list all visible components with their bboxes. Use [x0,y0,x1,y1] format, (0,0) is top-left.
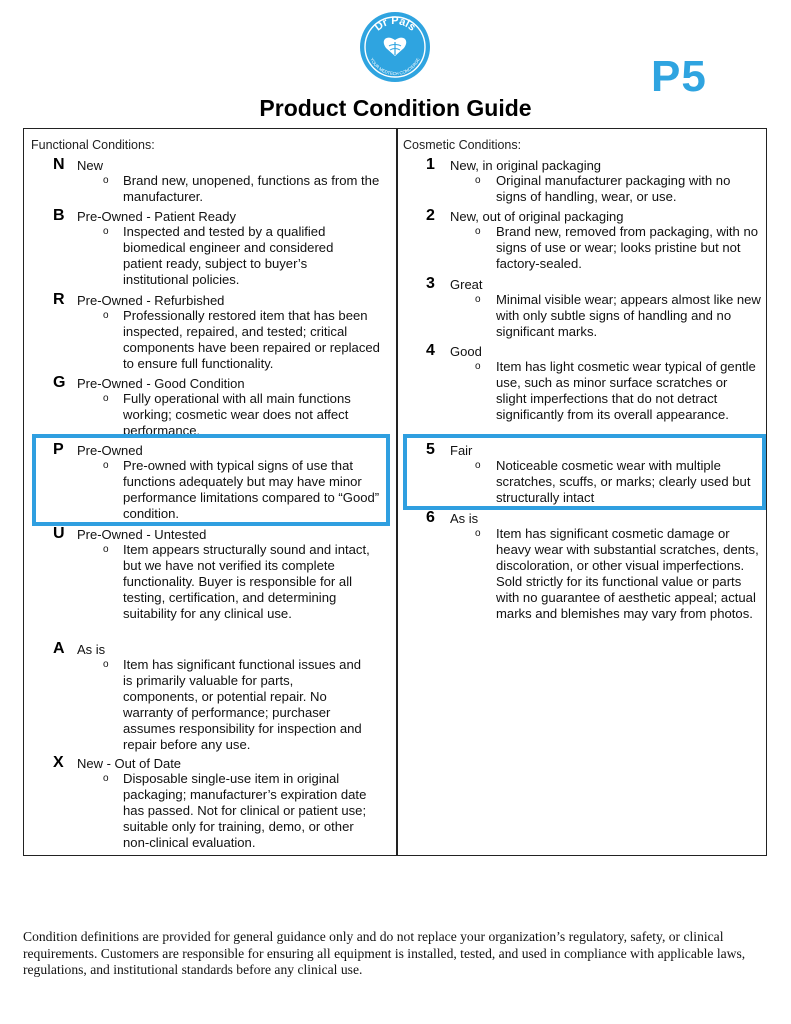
condition-label: New [77,158,104,173]
condition-code: 3 [426,275,435,292]
logo-tagline: YOUR MEDTECH CONCIERGE [369,57,421,77]
bullet-icon: o [103,175,109,186]
bullet-icon: o [103,773,109,784]
condition-label: Pre-Owned - Untested [77,527,207,542]
condition-description: Brand new, removed from packaging, with no signs of use or wear; looks pristine but not factory-sealed. [496,224,759,271]
condition-description: Disposable single-use item in original packaging; manufacturer’s expiration date has passed. Not for clinical or patient use; suitable only for training, demo, or other non-clinical evaluation. [123,771,367,850]
condition-description: Minimal visible wear; appears almost like new with only subtle signs of handling and no significant marks. [496,292,761,339]
bullet-icon: o [475,226,481,237]
condition-label: As is [77,642,106,657]
logo-name: Dr Pals [372,14,418,34]
bullet-icon: o [475,294,481,305]
condition-code: A [53,640,65,657]
condition-code: X [53,754,64,771]
condition-description: Item has significant cosmetic damage or heavy wear with substantial scratches, dents, discoloration, or other visual imperfections. Sold strictly for its functional value or parts with no guarantee of aesthetic appeal; actual marks and blemishes may vary from photos. [496,526,759,621]
condition-description: Professionally restored item that has been inspected, repaired, and tested; critical components have been repaired or replaced to ensure full functionality. [123,308,380,371]
condition-description: Item has significant functional issues and is primarily valuable for parts, components, or potential repair. No warranty of performance; purchaser assumes responsibility for inspection and repair before any use. [123,657,362,752]
condition-label: New, in original packaging [450,158,602,173]
condition-code: 2 [426,207,435,224]
condition-label: Pre-Owned - Refurbished [77,293,225,308]
bullet-icon: o [103,460,109,471]
highlight-functional-p [32,434,390,526]
page-title: Product Condition Guide [259,95,532,121]
bullet-icon: o [475,460,481,471]
condition-description: Item has light cosmetic wear typical of gentle use, such as minor surface scratches or slight imperfections that do not detract significantly from its overall appearance. [496,359,756,422]
condition-code: 5 [426,441,435,458]
condition-label: Great [450,277,483,292]
disclaimer-text: Condition definitions are provided for general guidance only and do not replace your organization’s regulatory, safety, or clinical requirements. Customers are responsible for ensuring all equipment is installed, tested, and used in compliance with applicable laws, regulations, and institutional standards before any clinical use. [23,929,746,977]
condition-label: Fair [450,443,473,458]
bullet-icon: o [475,528,481,539]
bullet-icon: o [103,310,109,321]
condition-description: Fully operational with all main functions working; cosmetic wear does not affect performance. [123,391,351,438]
condition-label: Pre-Owned [77,443,143,458]
condition-code: 6 [426,509,435,526]
condition-code: U [53,525,65,542]
bullet-icon: o [103,544,109,555]
condition-description: Pre-owned with typical signs of use that functions adequately but may have minor performance limitations compared to “Good” condition. [123,458,380,521]
condition-code: R [53,291,65,308]
functional-heading: Functional Conditions: [31,138,155,152]
dr-pals-logo [358,10,432,84]
condition-description: Inspected and tested by a qualified biomedical engineer and considered patient ready, subject to buyer’s institutional policies. [123,224,334,287]
condition-label: New - Out of Date [77,756,182,771]
condition-description: Noticeable cosmetic wear with multiple scratches, scuffs, or marks; clearly used but structurally intact [496,458,751,505]
bullet-icon: o [103,659,109,670]
condition-code: 1 [426,156,435,173]
condition-code: B [53,207,65,224]
condition-label: Pre-Owned - Patient Ready [77,209,236,224]
highlight-cosmetic-5 [403,434,766,510]
condition-description: Brand new, unopened, functions as from the manufacturer. [123,173,380,204]
condition-code: 4 [426,342,435,359]
condition-description: Item appears structurally sound and intact, but we have not verified its complete functionality. Buyer is responsible for all testing, certification, and determining suitability for any clinical use. [123,542,370,621]
condition-label: Good [450,344,482,359]
condition-description: Original manufacturer packaging with no signs of handling, wear, or use. [496,173,731,204]
bullet-icon: o [475,361,481,372]
condition-code: G [53,374,66,391]
cosmetic-heading: Cosmetic Conditions: [403,138,522,152]
bullet-icon: o [475,175,481,186]
condition-code: P [53,441,64,458]
bullet-icon: o [103,393,109,404]
condition-label: New, out of original packaging [450,209,624,224]
condition-label: Pre-Owned - Good Condition [77,376,245,391]
bullet-icon: o [103,226,109,237]
condition-code: N [53,156,65,173]
condition-label: As is [450,511,479,526]
condition-code-badge: P5 [651,52,707,101]
column-divider [396,128,398,856]
